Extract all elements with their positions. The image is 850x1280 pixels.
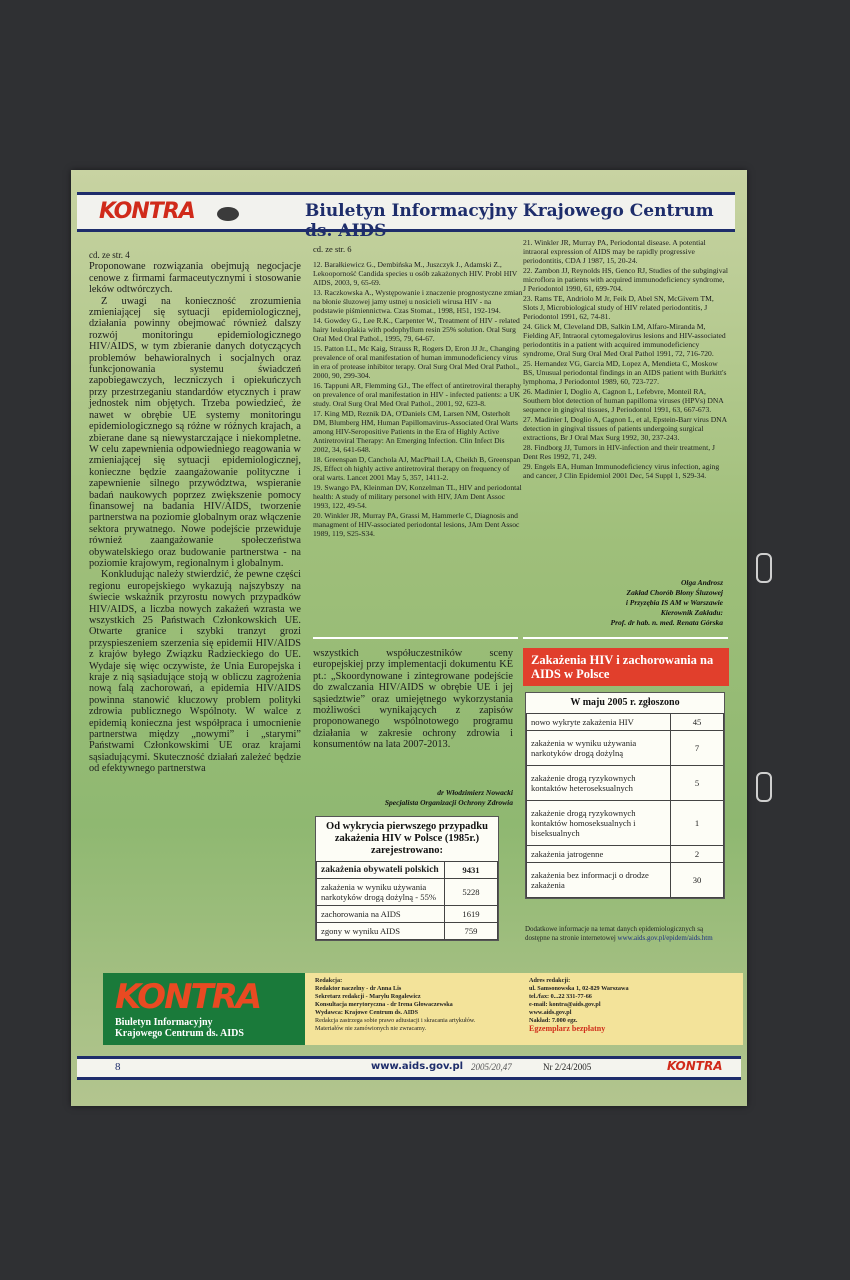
row-value: 7: [671, 731, 724, 766]
editorial-footer: [103, 973, 743, 1045]
row-label: zakażenia obywateli polskich: [317, 862, 445, 879]
data-source-note: [525, 925, 723, 942]
may-2005-table: [525, 692, 725, 899]
affiliation: Specjalista Organizacji Ochrony Zdrowia: [384, 798, 513, 807]
reference-item: 18. Greenspan D, Canchola AJ, MacPhail LA, Cheikh B, Greenspan JS, Effect oh highly active antiretroviral therapy on frequency of oral warts. Lancet 2001 May 5, 357, 1411-2.: [313, 455, 521, 482]
website-link[interactable]: www.aids.gov.pl: [371, 1061, 464, 1072]
reference-item: 26. Madinier I, Doglio A, Cagnon L, Lefebvre, Monteil RA, Southern blot detection of human papilloma viruses (HPVs) DNA sequence in gingival tissues, J Periodontol 1991, 63, 667-673.: [523, 387, 724, 414]
article-continuation: [313, 648, 513, 751]
header-title: Biuletyn Informacyjny Krajowego Centrum ds. AIDS: [305, 201, 714, 241]
bottom-band: [77, 1056, 741, 1080]
affiliation: Kierownik Zakładu:: [660, 608, 723, 617]
editorial-line: Konsultacja merytoryczna - dr Irena Głowaczewska: [315, 1001, 453, 1008]
poland-stats-heading: Zakażenia HIV i zachorowania na AIDS w Polsce: [523, 648, 729, 686]
table-row: [527, 863, 724, 898]
reference-item: 27. Madinier I, Doglio A, Cagnon L, et al, Epstein-Barr virus DNA detection in gingival tissues of patients undergoing surgical extractions, Br J Oral Max Surg 1992, 30, 237-243.: [523, 415, 727, 442]
references-list-1: [313, 245, 523, 539]
row-value: 759: [445, 923, 498, 940]
table-row: [527, 846, 724, 863]
note-text: Dodatkowe informacje na temat danych epidemiologicznych są dostępne na stronie internetowej: [525, 925, 704, 942]
paragraph: wszystkich współuczestników sceny europejskiej przy implementacji dokumentu KE pt.: „Skoordynowane i zintegrowane podejście do zwalczania HIV/AIDS w obrębie UE i jej sąsiedztwie” oraz umiejętnego wykorzystania możliwości wynikających z zapisów proponowanego wspólnotowego programu działania w zakresie ochrony zdrowia i konsumentów na lata 2007-2013.: [313, 648, 513, 751]
row-label: nowo wykryte zakażenia HIV: [527, 714, 671, 731]
reference-item: 20. Winkler JR, Murray PA, Grassi M, Hammerle C, Diagnosis and managment of HIV-associated periodontal lesions, JAm Dent Assoc 1989, 119, S25-S34.: [313, 511, 520, 538]
section-divider: [523, 637, 728, 639]
table-row: [317, 862, 498, 879]
epidem-link[interactable]: www.aids.gov.pl/epidem/aids.htm: [617, 933, 713, 942]
signature-block: [523, 578, 723, 628]
editorial-line: Wydawca: Krajowe Centrum ds. AIDS: [315, 1009, 419, 1016]
reference-item: 22. Zambon JJ, Reynolds HS, Genco RJ, Studies of the subgingival microflora in patients with acquired immunodeficiency syndrome, J Periodontol 1990, 61, 699-704.: [523, 266, 729, 293]
table-row: [317, 879, 498, 906]
reference-item: 15. Patton LL, Mc Kaig, Strauss R, Rogers D, Eron JJ Jr., Changing prevalence of oral manifestation of human immunodeficiency virus in era of protease inhibitor terapy. Oral Surg Oral Med Oral Pathol., 2000, 90, 299-304.: [313, 344, 520, 380]
continued-label: cd. ze str. 6: [313, 244, 352, 254]
row-value: 2: [671, 846, 724, 863]
address-line: Nakład: 7.000 egz.: [529, 1017, 578, 1024]
table-row: [527, 801, 724, 846]
section-divider: [313, 637, 518, 639]
reference-item: 16. Tappuni AR, Flemming GJ., The effect of antiretroviral theraphy on prevalence of oral manifestation in HIV - infected patients: a UK study. Oral Surg Oral Med Oral Pathol., 2001, 92, 623-8.: [313, 381, 522, 408]
row-label: zakażenia jatrogenne: [527, 846, 671, 863]
reference-item: 13. Raczkowska A., Występowanie i znaczenie prognostyczne zmian na błonie śluzowej jamy ustnej u nosicieli wirusa HIV - na podstawie piśmiennictwa. Czas Stomat., 1998, H51, 192-194.: [313, 288, 523, 315]
reference-item: 24. Glick M, Cleveland DB, Salkin LM, Alfaro-Miranda M, Fielding AF, Intraoral cytomegalovirus lesions and HIV-associated periodontitis in a patient with acquired immunodeficiency syndrome, Oral Surg Oral Med Oral Pathol 1991, 72, 716-720.: [523, 322, 726, 358]
row-label: zachorowania na AIDS: [317, 906, 445, 923]
table-title: Od wykrycia pierwszego przypadku zakażenia HIV w Polsce (1985r.) zarejestrowano:: [326, 821, 488, 856]
editorial-line: Materiałów nie zamówionych nie zwracamy.: [315, 1025, 427, 1032]
table-title: W maju 2005 r. zgłoszono: [570, 697, 680, 708]
hiv-registered-table: [315, 816, 499, 941]
affiliation: i Przyzębia IS AM w Warszawie: [625, 598, 723, 607]
kontra-logo: KONTRA: [99, 199, 195, 224]
reference-item: 21. Winkler JR, Murray PA, Periodontal disease. A potential intraoral expression of AIDS may be rapidly progressive periodontitis, CDA J 1987, 15, 20-24.: [523, 238, 706, 265]
row-value: 45: [671, 714, 724, 731]
row-label: zgony w wyniku AIDS: [317, 923, 445, 940]
row-label: zakażenie drogą ryzykownych kontaktów homoseksualnych i biseksualnych: [527, 801, 671, 846]
editorial-info: [315, 977, 475, 1033]
author-name: Olga Androsz: [680, 578, 723, 587]
free-copy-label: Egzemplarz bezpłatny: [529, 1024, 606, 1033]
row-value: 5228: [445, 879, 498, 906]
footer-logo-box: [103, 973, 305, 1045]
affiliation: Prof. dr hab. n. med. Renata Górska: [610, 618, 723, 627]
footer-logo-text: [115, 1017, 244, 1039]
references-list-2: [523, 238, 729, 481]
reference-item: 29. Engels EA, Human Immunodeficiency virus infection, aging and cancer, J Clin Epidemiol 2001 Dec, 54 Suppl 1, S29-34.: [523, 462, 720, 480]
row-label: zakażenie drogą ryzykownych kontaktów heteroseksualnych: [527, 766, 671, 801]
row-value: 1619: [445, 906, 498, 923]
binder-clip-icon: [756, 772, 772, 802]
editorial-heading: Redakcja:: [315, 977, 343, 984]
paragraph: Proponowane rozwiązania obejmują negocjacje cenowe z firmami farmaceutycznymi i stosowanie leków odtwórczych.: [89, 261, 301, 296]
table-row: [527, 714, 724, 731]
paragraph: Konkludując należy stwierdzić, że pewne części regionu europejskiego wykazują najszybszy na świecie wskaźnik przyrostu nowych przypadków HIV/AIDS, a liczba nowych zakażeń wzrasta we wszystkich 25 Państwach Członkowskich UE. Otwarte granice i szybki tranzyt grozi przyspieszeniem szerzenia się epidemii HIV/AIDS z krajów byłego Związku Radzieckiego do UE. Wydaje się więc oczywiste, że Unia Europejska i kraje z nią sąsiadujące stoją w obliczu zagrożenia nową falą zachorowań, a epidemia HIV/AIDS powinna stanowić kluczowy problem polityki zdrowia publicznego Wspólnoty. W walce z epidemią konieczna jest współpraca i umocnienie partnerstwa między „nowymi” i „starymi” Państwami Członkowskimi UE oraz krajami sąsiadującymi. Skuteczność działań zależeć będzie od efektywnego partnerstwa: [89, 569, 301, 775]
data-table: [316, 861, 498, 940]
row-label: zakażenia w wyniku używania narkotyków drogą dożylną: [527, 731, 671, 766]
row-label: zakażenia w wyniku używania narkotyków drogą dożylną - 55%: [317, 879, 445, 906]
reference-item: 19. Swango PA, Kleinman DV, Konzelman TL, HIV and periodontal health: A study of military personel with HIV, JAm Dent Assoc 1993, 122, 49-54.: [313, 483, 522, 510]
data-table: [526, 713, 724, 898]
affiliation: Zakład Chorób Błony Śluzowej: [626, 588, 723, 597]
address-heading: Adres redakcji:: [529, 977, 571, 984]
reference-item: 12. Barałkiewicz G., Dembińska M., Juszczyk J., Adamski Z., Lekooporność Candida species u osób zakażonych HIV. Probl HIV AIDS, 2003, 9, 65-69.: [313, 260, 518, 287]
issue-number: Nr 2/24/2005: [543, 1062, 592, 1072]
address-line: tel./fax: 0...22 331-77-66: [529, 993, 592, 1000]
column-article: [89, 250, 301, 775]
handwritten-note: 2005/20,47: [471, 1062, 512, 1072]
address-line: www.aids.gov.pl: [529, 1009, 572, 1016]
editorial-line: Sekretarz redakcji - Marylu Rogalewicz: [315, 993, 421, 1000]
reference-item: 28. Findborg JJ, Tumors in HIV-infection and their treatment, J Dent Res 1992, 71, 249.: [523, 443, 715, 461]
reference-item: 23. Rams TE, Andriolo M Jr, Feik D, Abel SN, McGivern TM, Slots J, Microbiological study of HIV related periodontitis, J Periodontol 1991, 62, 74-81.: [523, 294, 714, 321]
emblem-icon: [217, 207, 239, 221]
author-name: dr Włodzimierz Nowacki: [437, 788, 513, 797]
reference-item: 14. Gowdey G., Lee R.K., Carpenter W., Treatment of HIV - related hairy leukoplakia with podophyllum resin 25% solution. Oral Surg Oral Med Oral Pathol., 1995, 79, 64-67.: [313, 316, 520, 343]
kontra-logo: KONTRA: [115, 977, 261, 1017]
reference-item: 17. King MD, Reznik DA, O'Daniels CM, Larsen NM, Osterholt DM, Blumberg HM, Human Papillomavirus-Associated Oral Warts among HIV-Seropositive Patients in the Era of Highly Active Antiretroviral Therapy: An Emerging Infection. Clin Infect Dis 2002, 34, 641-648.: [313, 409, 518, 454]
logo-line: Krajowego Centrum ds. AIDS: [115, 1028, 244, 1039]
address-line: ul. Samsonowska 1, 02-829 Warszawa: [529, 985, 629, 992]
reference-item: 25. Hernandez VG, Garcia MD, Lopez A, Mendieta C, Moskow BS, Unusual periodontal findings in an AIDS patient with Burkitt's lymphoma, J Periodontol 1989, 60, 723-727.: [523, 359, 727, 386]
continued-label: cd. ze str. 4: [89, 250, 130, 260]
row-value: 1: [671, 801, 724, 846]
row-label: zakażenia bez informacji o drodze zakażenia: [527, 863, 671, 898]
row-value: 30: [671, 863, 724, 898]
row-value: 9431: [445, 862, 498, 879]
page-number: 8: [115, 1061, 121, 1073]
table-row: [317, 906, 498, 923]
table-row: [317, 923, 498, 940]
address-info: [529, 977, 629, 1033]
table-row: [527, 731, 724, 766]
header-band: [77, 192, 735, 241]
binder-clip-icon: [756, 553, 772, 583]
newsletter-page: [71, 170, 747, 1106]
editorial-line: Redaktor naczelny - dr Anna Lis: [315, 985, 402, 992]
editorial-line: Redakcja zastrzega sobie prawo adiustacji i skracania artykułów.: [315, 1017, 476, 1024]
address-line: e-mail: kontra@aids.gov.pl: [529, 1001, 601, 1008]
logo-line: Biuletyn Informacyjny: [115, 1017, 213, 1028]
table-row: [527, 766, 724, 801]
kontra-logo: KONTRA: [667, 1059, 723, 1073]
signature-block: [313, 788, 513, 808]
row-value: 5: [671, 766, 724, 801]
paragraph: Z uwagi na konieczność zrozumienia zmieniającej się sytuacji epidemiologicznej, działania powinny obejmować również dalszy rozwój monitoringu epidemiologicznego HIV/AIDS, w tym zbieranie danych dotyczących problemów behawioralnych i socjalnych oraz funkcjonowania systemu świadczeń zapobiegawczych, leczniczych i opiekuńczych przy przestrzeganiu standardów etycznych i praw jednostek nim objętych. Trzeba powiedzieć, że nawet w obrębie UE systemy monitoringu epidemiologicznego są różne w różnych krajach, a zbierane dane są niewystarczające i niekompletne. W celu zapewnienia odpowiedniego reagowania w zmieniającej się sytuacji epidemiologicznej, konieczne będzie zaangażowanie polityczne i zapewnienie silnego przywództwa, wspieranie badań naukowych poprzez zwiększenie pomocy finansowej na badania HIV/AIDS, tworzenie partnerstwa na poziomie globalnym oraz włączenie sektora prywatnego. Nowe podejście przewiduje również zaangażowanie społeczeństwa obywatelskiego oraz budowanie partnerstwa - na poziomie krajowym, regionalnym i globalnym.: [89, 295, 301, 569]
